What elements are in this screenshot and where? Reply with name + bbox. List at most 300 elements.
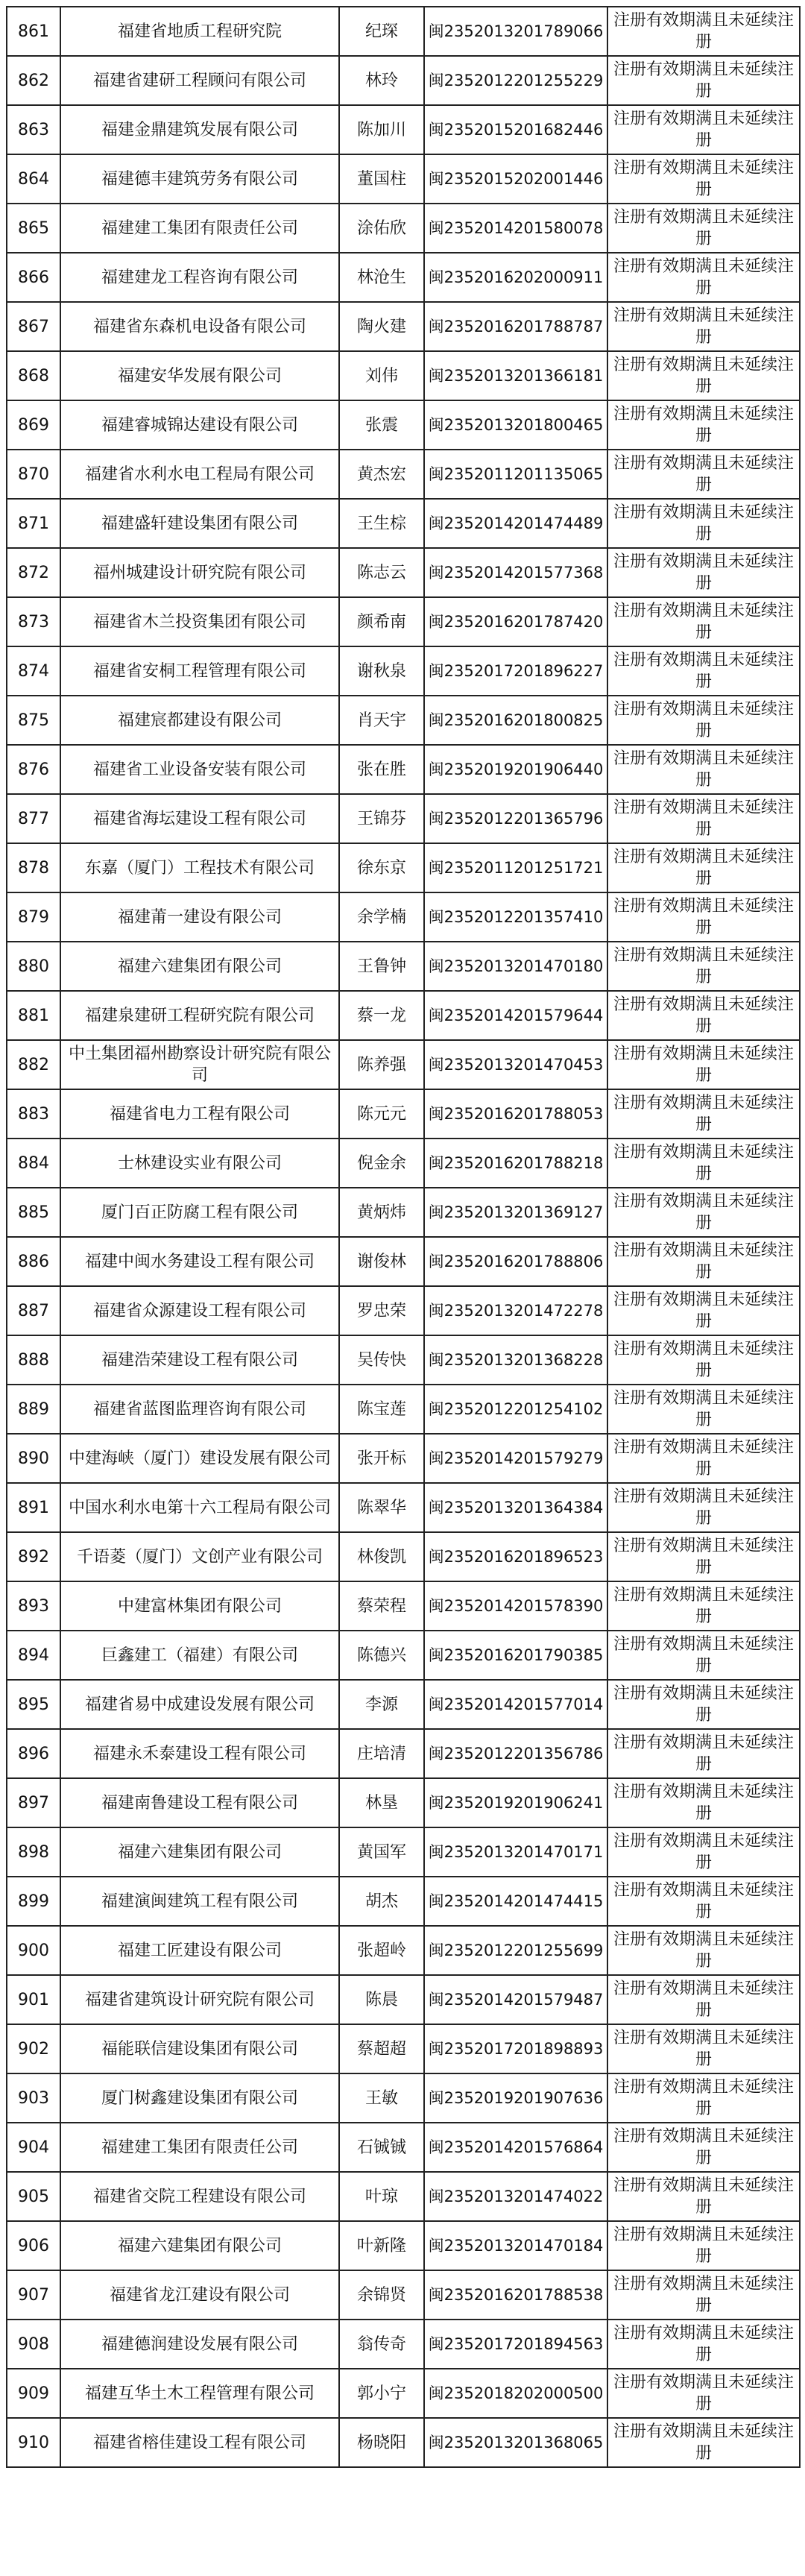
status-text: 注册有效期满且未延续注册 (607, 253, 800, 302)
company-name: 福建省蓝图监理咨询有限公司 (60, 1385, 339, 1434)
row-number: 893 (7, 1581, 60, 1631)
table-row (7, 2123, 800, 2172)
status-text: 注册有效期满且未延续注册 (607, 1631, 800, 1680)
person-name: 蔡荣程 (339, 1581, 424, 1631)
table-row (7, 1286, 800, 1335)
row-number: 872 (7, 548, 60, 597)
row-number: 879 (7, 892, 60, 942)
company-name: 福建省工业设备安装有限公司 (60, 745, 339, 794)
company-name: 士林建设实业有限公司 (60, 1139, 339, 1188)
status-text: 注册有效期满且未延续注册 (607, 745, 800, 794)
row-number: 900 (7, 1926, 60, 1975)
registration-number: 闽2352013201368228 (424, 1335, 607, 1385)
person-name: 董国柱 (339, 154, 424, 204)
company-name: 福建浩荣建设工程有限公司 (60, 1335, 339, 1385)
registration-table (6, 6, 801, 2468)
table-row (7, 2270, 800, 2320)
table-row (7, 1827, 800, 1877)
row-number: 868 (7, 351, 60, 400)
table-row (7, 253, 800, 302)
row-number: 894 (7, 1631, 60, 1680)
status-text: 注册有效期满且未延续注册 (607, 1680, 800, 1729)
row-number: 885 (7, 1188, 60, 1237)
registration-number: 闽2352016201790385 (424, 1631, 607, 1680)
row-number: 867 (7, 302, 60, 351)
registration-number: 闽2352016201787420 (424, 597, 607, 646)
company-name: 福建南鲁建设工程有限公司 (60, 1778, 339, 1827)
table-row (7, 2369, 800, 2418)
status-text: 注册有效期满且未延续注册 (607, 1089, 800, 1139)
company-name: 福建省榕佳建设工程有限公司 (60, 2418, 339, 2467)
row-number: 869 (7, 400, 60, 450)
person-name: 陈翠华 (339, 1483, 424, 1532)
company-name: 福建睿城锦达建设有限公司 (60, 400, 339, 450)
person-name: 蔡一龙 (339, 991, 424, 1040)
table-row (7, 1532, 800, 1581)
registration-number: 闽2352013201800465 (424, 400, 607, 450)
row-number: 862 (7, 56, 60, 105)
status-text: 注册有效期满且未延续注册 (607, 2270, 800, 2320)
status-text: 注册有效期满且未延续注册 (607, 1827, 800, 1877)
row-number: 865 (7, 204, 60, 253)
status-text: 注册有效期满且未延续注册 (607, 1286, 800, 1335)
table-row (7, 1040, 800, 1089)
registration-number: 闽2352013201474022 (424, 2172, 607, 2221)
table-row (7, 1335, 800, 1385)
person-name: 涂佑欣 (339, 204, 424, 253)
registration-number: 闽2352012201254102 (424, 1385, 607, 1434)
company-name: 福建省交院工程建设有限公司 (60, 2172, 339, 2221)
status-text: 注册有效期满且未延续注册 (607, 400, 800, 450)
status-text: 注册有效期满且未延续注册 (607, 1040, 800, 1089)
table-row (7, 1188, 800, 1237)
company-name: 福州城建设计研究院有限公司 (60, 548, 339, 597)
company-name: 中土集团福州勘察设计研究院有限公司 (60, 1040, 339, 1089)
person-name: 王敏 (339, 2073, 424, 2123)
person-name: 黄国军 (339, 1827, 424, 1877)
status-text: 注册有效期满且未延续注册 (607, 696, 800, 745)
row-number: 897 (7, 1778, 60, 1827)
registration-number: 闽2352015202001446 (424, 154, 607, 204)
status-text: 注册有效期满且未延续注册 (607, 1729, 800, 1778)
status-text: 注册有效期满且未延续注册 (607, 56, 800, 105)
row-number: 905 (7, 2172, 60, 2221)
registration-number: 闽2352014201579279 (424, 1434, 607, 1483)
status-text: 注册有效期满且未延续注册 (607, 2172, 800, 2221)
table-row (7, 1139, 800, 1188)
person-name: 叶新隆 (339, 2221, 424, 2270)
status-text: 注册有效期满且未延续注册 (607, 2418, 800, 2467)
row-number: 870 (7, 450, 60, 499)
person-name: 黄炳炜 (339, 1188, 424, 1237)
table-row (7, 696, 800, 745)
row-number: 890 (7, 1434, 60, 1483)
person-name: 陶火建 (339, 302, 424, 351)
person-name: 余学楠 (339, 892, 424, 942)
company-name: 福建省众源建设工程有限公司 (60, 1286, 339, 1335)
row-number: 873 (7, 597, 60, 646)
person-name: 肖天宇 (339, 696, 424, 745)
row-number: 871 (7, 499, 60, 548)
row-number: 888 (7, 1335, 60, 1385)
status-text: 注册有效期满且未延续注册 (607, 2123, 800, 2172)
table-row (7, 105, 800, 154)
registration-number: 闽2352012201255229 (424, 56, 607, 105)
registration-number: 闽2352019201906241 (424, 1778, 607, 1827)
status-text: 注册有效期满且未延续注册 (607, 499, 800, 548)
table-row (7, 2073, 800, 2123)
person-name: 翁传奇 (339, 2320, 424, 2369)
company-name: 福建泉建研工程研究院有限公司 (60, 991, 339, 1040)
row-number: 877 (7, 794, 60, 843)
company-name: 福建建工集团有限责任公司 (60, 2123, 339, 2172)
status-text: 注册有效期满且未延续注册 (607, 892, 800, 942)
table-row (7, 942, 800, 991)
company-name: 中国水利水电第十六工程局有限公司 (60, 1483, 339, 1532)
person-name: 罗忠荣 (339, 1286, 424, 1335)
person-name: 林沧生 (339, 253, 424, 302)
company-name: 厦门百正防腐工程有限公司 (60, 1188, 339, 1237)
table-row (7, 1089, 800, 1139)
row-number: 902 (7, 2024, 60, 2073)
status-text: 注册有效期满且未延续注册 (607, 1434, 800, 1483)
person-name: 王生棕 (339, 499, 424, 548)
registration-number: 闽2352017201894563 (424, 2320, 607, 2369)
person-name: 张开标 (339, 1434, 424, 1483)
registration-number: 闽2352013201366181 (424, 351, 607, 400)
row-number: 903 (7, 2073, 60, 2123)
table-row (7, 1483, 800, 1532)
status-text: 注册有效期满且未延续注册 (607, 2369, 800, 2418)
company-name: 福建宸都建设有限公司 (60, 696, 339, 745)
table-row (7, 2024, 800, 2073)
registration-number: 闽2352014201474415 (424, 1877, 607, 1926)
person-name: 倪金余 (339, 1139, 424, 1188)
table-row (7, 1680, 800, 1729)
person-name: 郭小宁 (339, 2369, 424, 2418)
row-number: 863 (7, 105, 60, 154)
table-row (7, 646, 800, 696)
status-text: 注册有效期满且未延续注册 (607, 1188, 800, 1237)
company-name: 福建演闽建筑工程有限公司 (60, 1877, 339, 1926)
row-number: 861 (7, 7, 60, 56)
status-text: 注册有效期满且未延续注册 (607, 302, 800, 351)
registration-number: 闽2352019201906440 (424, 745, 607, 794)
row-number: 907 (7, 2270, 60, 2320)
status-text: 注册有效期满且未延续注册 (607, 1385, 800, 1434)
row-number: 901 (7, 1975, 60, 2024)
row-number: 906 (7, 2221, 60, 2270)
table-row (7, 2221, 800, 2270)
table-row (7, 499, 800, 548)
status-text: 注册有效期满且未延续注册 (607, 597, 800, 646)
person-name: 吴传快 (339, 1335, 424, 1385)
status-text: 注册有效期满且未延续注册 (607, 2320, 800, 2369)
table-row (7, 2172, 800, 2221)
registration-number: 闽2352013201470171 (424, 1827, 607, 1877)
table-row (7, 56, 800, 105)
row-number: 910 (7, 2418, 60, 2467)
row-number: 909 (7, 2369, 60, 2418)
person-name: 蔡超超 (339, 2024, 424, 2073)
company-name: 福建省水利水电工程局有限公司 (60, 450, 339, 499)
row-number: 889 (7, 1385, 60, 1434)
registration-number: 闽2352014201577368 (424, 548, 607, 597)
status-text: 注册有效期满且未延续注册 (607, 548, 800, 597)
status-text: 注册有效期满且未延续注册 (607, 991, 800, 1040)
company-name: 中建富林集团有限公司 (60, 1581, 339, 1631)
status-text: 注册有效期满且未延续注册 (607, 2073, 800, 2123)
company-name: 福能联信建设集团有限公司 (60, 2024, 339, 2073)
registration-number: 闽2352013201364384 (424, 1483, 607, 1532)
status-text: 注册有效期满且未延续注册 (607, 794, 800, 843)
table-row (7, 1877, 800, 1926)
company-name: 福建省地质工程研究院 (60, 7, 339, 56)
status-text: 注册有效期满且未延续注册 (607, 204, 800, 253)
status-text: 注册有效期满且未延续注册 (607, 1778, 800, 1827)
table-row (7, 548, 800, 597)
company-name: 福建省安桐工程管理有限公司 (60, 646, 339, 696)
company-name: 福建六建集团有限公司 (60, 942, 339, 991)
table-row (7, 1975, 800, 2024)
row-number: 882 (7, 1040, 60, 1089)
company-name: 福建六建集团有限公司 (60, 2221, 339, 2270)
company-name: 福建中闽水务建设工程有限公司 (60, 1237, 339, 1286)
table-row (7, 794, 800, 843)
status-text: 注册有效期满且未延续注册 (607, 942, 800, 991)
table-row (7, 843, 800, 892)
registration-number: 闽2352014201578390 (424, 1581, 607, 1631)
registration-number: 闽2352014201576864 (424, 2123, 607, 2172)
row-number: 904 (7, 2123, 60, 2172)
company-name: 巨鑫建工（福建）有限公司 (60, 1631, 339, 1680)
status-text: 注册有效期满且未延续注册 (607, 843, 800, 892)
row-number: 908 (7, 2320, 60, 2369)
registration-number: 闽2352013201472278 (424, 1286, 607, 1335)
person-name: 林玲 (339, 56, 424, 105)
registration-number: 闽2352019201907636 (424, 2073, 607, 2123)
person-name: 颜希南 (339, 597, 424, 646)
registration-number: 闽2352012201365796 (424, 794, 607, 843)
table-row (7, 597, 800, 646)
registration-number: 闽2352013201369127 (424, 1188, 607, 1237)
company-name: 福建省东森机电设备有限公司 (60, 302, 339, 351)
person-name: 林俊凯 (339, 1532, 424, 1581)
person-name: 叶琼 (339, 2172, 424, 2221)
status-text: 注册有效期满且未延续注册 (607, 105, 800, 154)
person-name: 张震 (339, 400, 424, 450)
status-text: 注册有效期满且未延续注册 (607, 1975, 800, 2024)
person-name: 陈加川 (339, 105, 424, 154)
registration-number: 闽2352018202000500 (424, 2369, 607, 2418)
company-name: 东嘉（厦门）工程技术有限公司 (60, 843, 339, 892)
person-name: 石铖铖 (339, 2123, 424, 2172)
row-number: 891 (7, 1483, 60, 1532)
person-name: 陈养强 (339, 1040, 424, 1089)
company-name: 福建六建集团有限公司 (60, 1827, 339, 1877)
company-name: 福建永禾泰建设工程有限公司 (60, 1729, 339, 1778)
company-name: 福建省龙江建设有限公司 (60, 2270, 339, 2320)
status-text: 注册有效期满且未延续注册 (607, 450, 800, 499)
registration-number: 闽2352016201800825 (424, 696, 607, 745)
registration-number: 闽2352011201135065 (424, 450, 607, 499)
row-number: 895 (7, 1680, 60, 1729)
company-name: 福建省木兰投资集团有限公司 (60, 597, 339, 646)
status-text: 注册有效期满且未延续注册 (607, 1581, 800, 1631)
company-name: 中建海峡（厦门）建设发展有限公司 (60, 1434, 339, 1483)
company-name: 福建安华发展有限公司 (60, 351, 339, 400)
registration-number: 闽2352016201788806 (424, 1237, 607, 1286)
registration-number: 闽2352014201579644 (424, 991, 607, 1040)
table-row (7, 1581, 800, 1631)
registration-number: 闽2352013201470180 (424, 942, 607, 991)
company-name: 福建互华土木工程管理有限公司 (60, 2369, 339, 2418)
company-name: 福建盛轩建设集团有限公司 (60, 499, 339, 548)
table-row (7, 400, 800, 450)
person-name: 徐东京 (339, 843, 424, 892)
row-number: 881 (7, 991, 60, 1040)
row-number: 883 (7, 1089, 60, 1139)
person-name: 陈志云 (339, 548, 424, 597)
registration-number: 闽2352011201251721 (424, 843, 607, 892)
registration-number: 闽2352012201255699 (424, 1926, 607, 1975)
table-row (7, 1729, 800, 1778)
person-name: 王锦芬 (339, 794, 424, 843)
person-name: 陈元元 (339, 1089, 424, 1139)
person-name: 谢俊林 (339, 1237, 424, 1286)
registration-number: 闽2352016201788053 (424, 1089, 607, 1139)
table-row (7, 892, 800, 942)
status-text: 注册有效期满且未延续注册 (607, 154, 800, 204)
registration-number: 闽2352016201788538 (424, 2270, 607, 2320)
company-name: 千语菱（厦门）文创产业有限公司 (60, 1532, 339, 1581)
company-name: 厦门树鑫建设集团有限公司 (60, 2073, 339, 2123)
company-name: 福建德润建设发展有限公司 (60, 2320, 339, 2369)
table-row (7, 1385, 800, 1434)
row-number: 892 (7, 1532, 60, 1581)
table-row (7, 450, 800, 499)
person-name: 刘伟 (339, 351, 424, 400)
status-text: 注册有效期满且未延续注册 (607, 1926, 800, 1975)
row-number: 875 (7, 696, 60, 745)
status-text: 注册有效期满且未延续注册 (607, 7, 800, 56)
company-name: 福建金鼎建筑发展有限公司 (60, 105, 339, 154)
company-name: 福建德丰建筑劳务有限公司 (60, 154, 339, 204)
person-name: 胡杰 (339, 1877, 424, 1926)
status-text: 注册有效期满且未延续注册 (607, 1237, 800, 1286)
status-text: 注册有效期满且未延续注册 (607, 1877, 800, 1926)
registration-number: 闽2352016202000911 (424, 253, 607, 302)
status-text: 注册有效期满且未延续注册 (607, 2024, 800, 2073)
registration-number: 闽2352016201788218 (424, 1139, 607, 1188)
row-number: 884 (7, 1139, 60, 1188)
person-name: 张在胜 (339, 745, 424, 794)
company-name: 福建省建研工程顾问有限公司 (60, 56, 339, 105)
company-name: 福建工匠建设有限公司 (60, 1926, 339, 1975)
table-row (7, 351, 800, 400)
person-name: 林垦 (339, 1778, 424, 1827)
table-row (7, 154, 800, 204)
registration-number: 闽2352014201580078 (424, 204, 607, 253)
company-name: 福建省建筑设计研究院有限公司 (60, 1975, 339, 2024)
table-body (7, 7, 800, 2467)
registration-number: 闽2352014201579487 (424, 1975, 607, 2024)
row-number: 874 (7, 646, 60, 696)
table-row (7, 1778, 800, 1827)
table-row (7, 1434, 800, 1483)
table-row (7, 204, 800, 253)
row-number: 864 (7, 154, 60, 204)
registration-number: 闽2352016201788787 (424, 302, 607, 351)
status-text: 注册有效期满且未延续注册 (607, 351, 800, 400)
registration-number: 闽2352015201682446 (424, 105, 607, 154)
company-name: 福建建工集团有限责任公司 (60, 204, 339, 253)
table-row (7, 745, 800, 794)
person-name: 陈宝莲 (339, 1385, 424, 1434)
person-name: 谢秋泉 (339, 646, 424, 696)
person-name: 王鲁钟 (339, 942, 424, 991)
company-name: 福建建龙工程咨询有限公司 (60, 253, 339, 302)
row-number: 899 (7, 1877, 60, 1926)
person-name: 余锦贤 (339, 2270, 424, 2320)
table-row (7, 2418, 800, 2467)
person-name: 陈德兴 (339, 1631, 424, 1680)
table-row (7, 1631, 800, 1680)
person-name: 纪琛 (339, 7, 424, 56)
registration-number: 闽2352012201356786 (424, 1729, 607, 1778)
status-text: 注册有效期满且未延续注册 (607, 2221, 800, 2270)
status-text: 注册有效期满且未延续注册 (607, 646, 800, 696)
company-name: 福建省易中成建设发展有限公司 (60, 1680, 339, 1729)
person-name: 黄杰宏 (339, 450, 424, 499)
status-text: 注册有效期满且未延续注册 (607, 1483, 800, 1532)
table-row (7, 2320, 800, 2369)
row-number: 886 (7, 1237, 60, 1286)
registration-number: 闽2352013201789066 (424, 7, 607, 56)
person-name: 李源 (339, 1680, 424, 1729)
registration-number: 闽2352013201368065 (424, 2418, 607, 2467)
company-name: 福建莆一建设有限公司 (60, 892, 339, 942)
row-number: 887 (7, 1286, 60, 1335)
registration-number: 闽2352014201474489 (424, 499, 607, 548)
person-name: 庄培清 (339, 1729, 424, 1778)
row-number: 878 (7, 843, 60, 892)
row-number: 896 (7, 1729, 60, 1778)
table-row (7, 302, 800, 351)
row-number: 876 (7, 745, 60, 794)
registration-number: 闽2352012201357410 (424, 892, 607, 942)
registration-number: 闽2352013201470453 (424, 1040, 607, 1089)
status-text: 注册有效期满且未延续注册 (607, 1532, 800, 1581)
person-name: 杨晓阳 (339, 2418, 424, 2467)
registration-number: 闽2352013201470184 (424, 2221, 607, 2270)
table-row (7, 1237, 800, 1286)
registration-number: 闽2352016201896523 (424, 1532, 607, 1581)
person-name: 张超岭 (339, 1926, 424, 1975)
row-number: 880 (7, 942, 60, 991)
registration-number: 闽2352017201896227 (424, 646, 607, 696)
table-row (7, 7, 800, 56)
table-row (7, 1926, 800, 1975)
registration-number: 闽2352014201577014 (424, 1680, 607, 1729)
registration-number: 闽2352017201898893 (424, 2024, 607, 2073)
row-number: 898 (7, 1827, 60, 1877)
person-name: 陈晨 (339, 1975, 424, 2024)
company-name: 福建省海坛建设工程有限公司 (60, 794, 339, 843)
row-number: 866 (7, 253, 60, 302)
status-text: 注册有效期满且未延续注册 (607, 1139, 800, 1188)
company-name: 福建省电力工程有限公司 (60, 1089, 339, 1139)
